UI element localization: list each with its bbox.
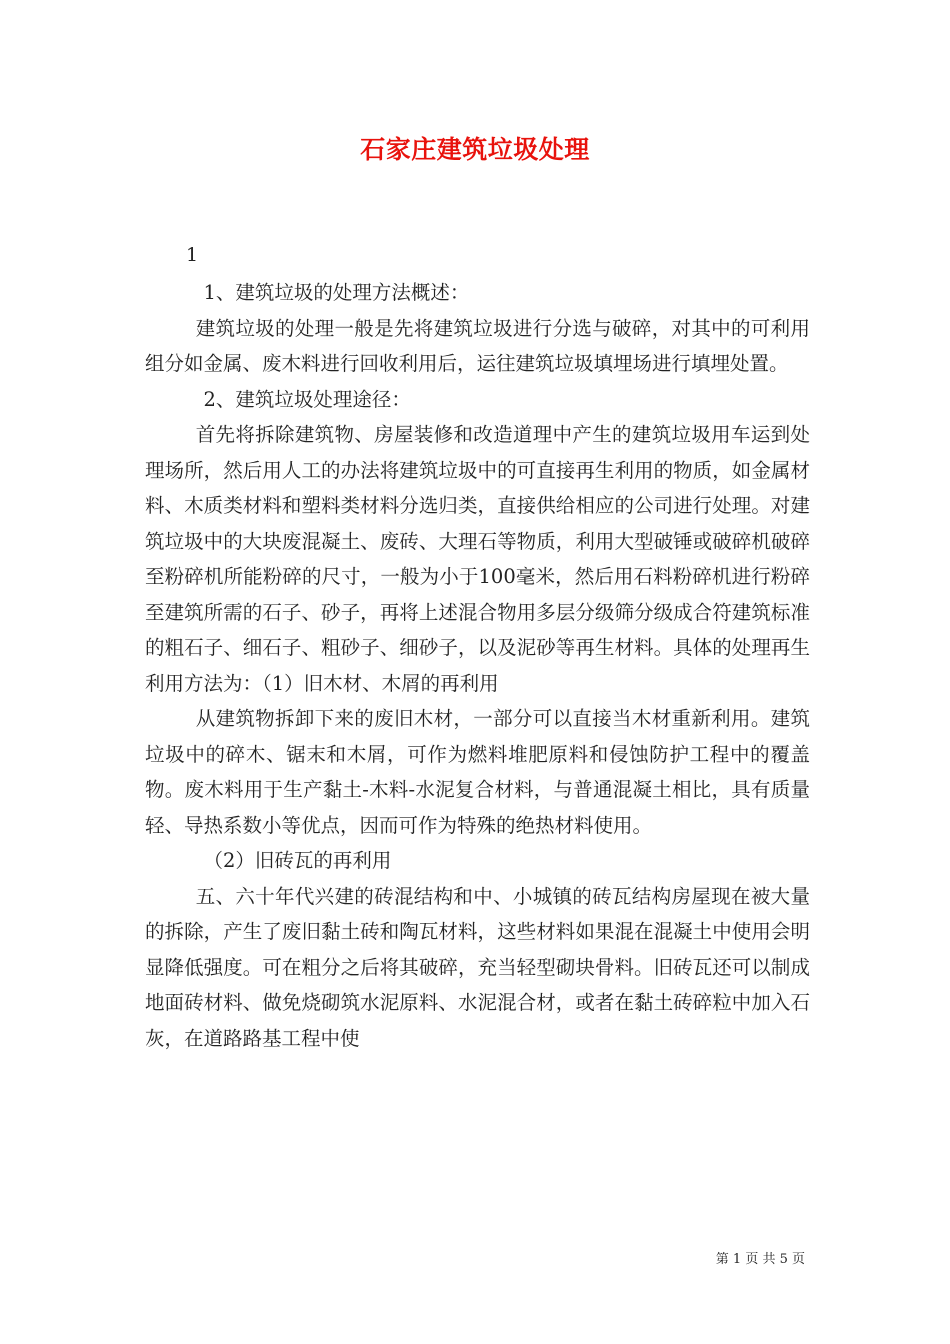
section-heading-1: 1、建筑垃圾的处理方法概述： [203, 281, 470, 304]
paragraph-bricks: 五、六十年代兴建的砖混结构和中、小城镇的砖瓦结构房屋现在被大量的拆除，产生了废旧黏土砖和陶瓦材料，这些材料如果混在混凝土中使用会明显降低强度。可在粗分之后将其破碎，充当轻型砌块骨料。旧砖瓦还可以制成地面砖材料、做免烧砌筑水泥原料、水泥混合材，或者在黏土砖碎粒中加入石灰，在道路路基工程中使 [145, 884, 810, 1050]
paragraph-process: 首先将拆除建筑物、房屋装修和改造道理中产生的建筑垃圾用车运到处理场所，然后用人工的办法将建筑垃圾中的可直接再生利用的物质，如金属材料、木质类材料和塑料类材料分选归类，直接供给相应的公司进行处理。对建筑垃圾中的大块废混凝土、废砖、大理石等物质，利用大型破锤或破碎机破碎至粉碎机所能粉碎的尺寸，一般为小于100毫米，然后用石料粉碎机进行粉碎至建筑所需的石子、砂子，再将上述混合物用多层分级筛分级成合符建筑标准的粗石子、细石子、粗砂子、细砂子，以及泥砂等再生材料。具体的处理再生利用方法为：（1）旧木材、木屑的再利用 [145, 423, 810, 695]
section-marker: 1 [186, 244, 199, 266]
section-heading-2: 2、建筑垃圾处理途径： [203, 387, 411, 411]
section-heading-bricks: （2）旧砖瓦的再利用 [203, 849, 392, 872]
paragraph-overview: 建筑垃圾的处理一般是先将建筑垃圾进行分选与破碎，对其中的可利用组分如金属、废木料进行回收利用后，运往建筑垃圾填埋场进行填埋处置。 [145, 316, 810, 375]
document-title: 石家庄建筑垃圾处理 [360, 135, 590, 164]
paragraph-wood: 从建筑物拆卸下来的废旧木材，一部分可以直接当木材重新利用。建筑垃圾中的碎木、锯末和木屑，可作为燃料堆肥原料和侵蚀防护工程中的覆盖物。废木料用于生产黏土-木料-水泥复合材料，与普通混凝土相比，具有质量轻、导热系数小等优点，因而可作为特殊的绝热材料使用。 [145, 707, 810, 837]
page-number: 第 1 页 共 5 页 [715, 1252, 805, 1267]
document-body [145, 275, 810, 1056]
